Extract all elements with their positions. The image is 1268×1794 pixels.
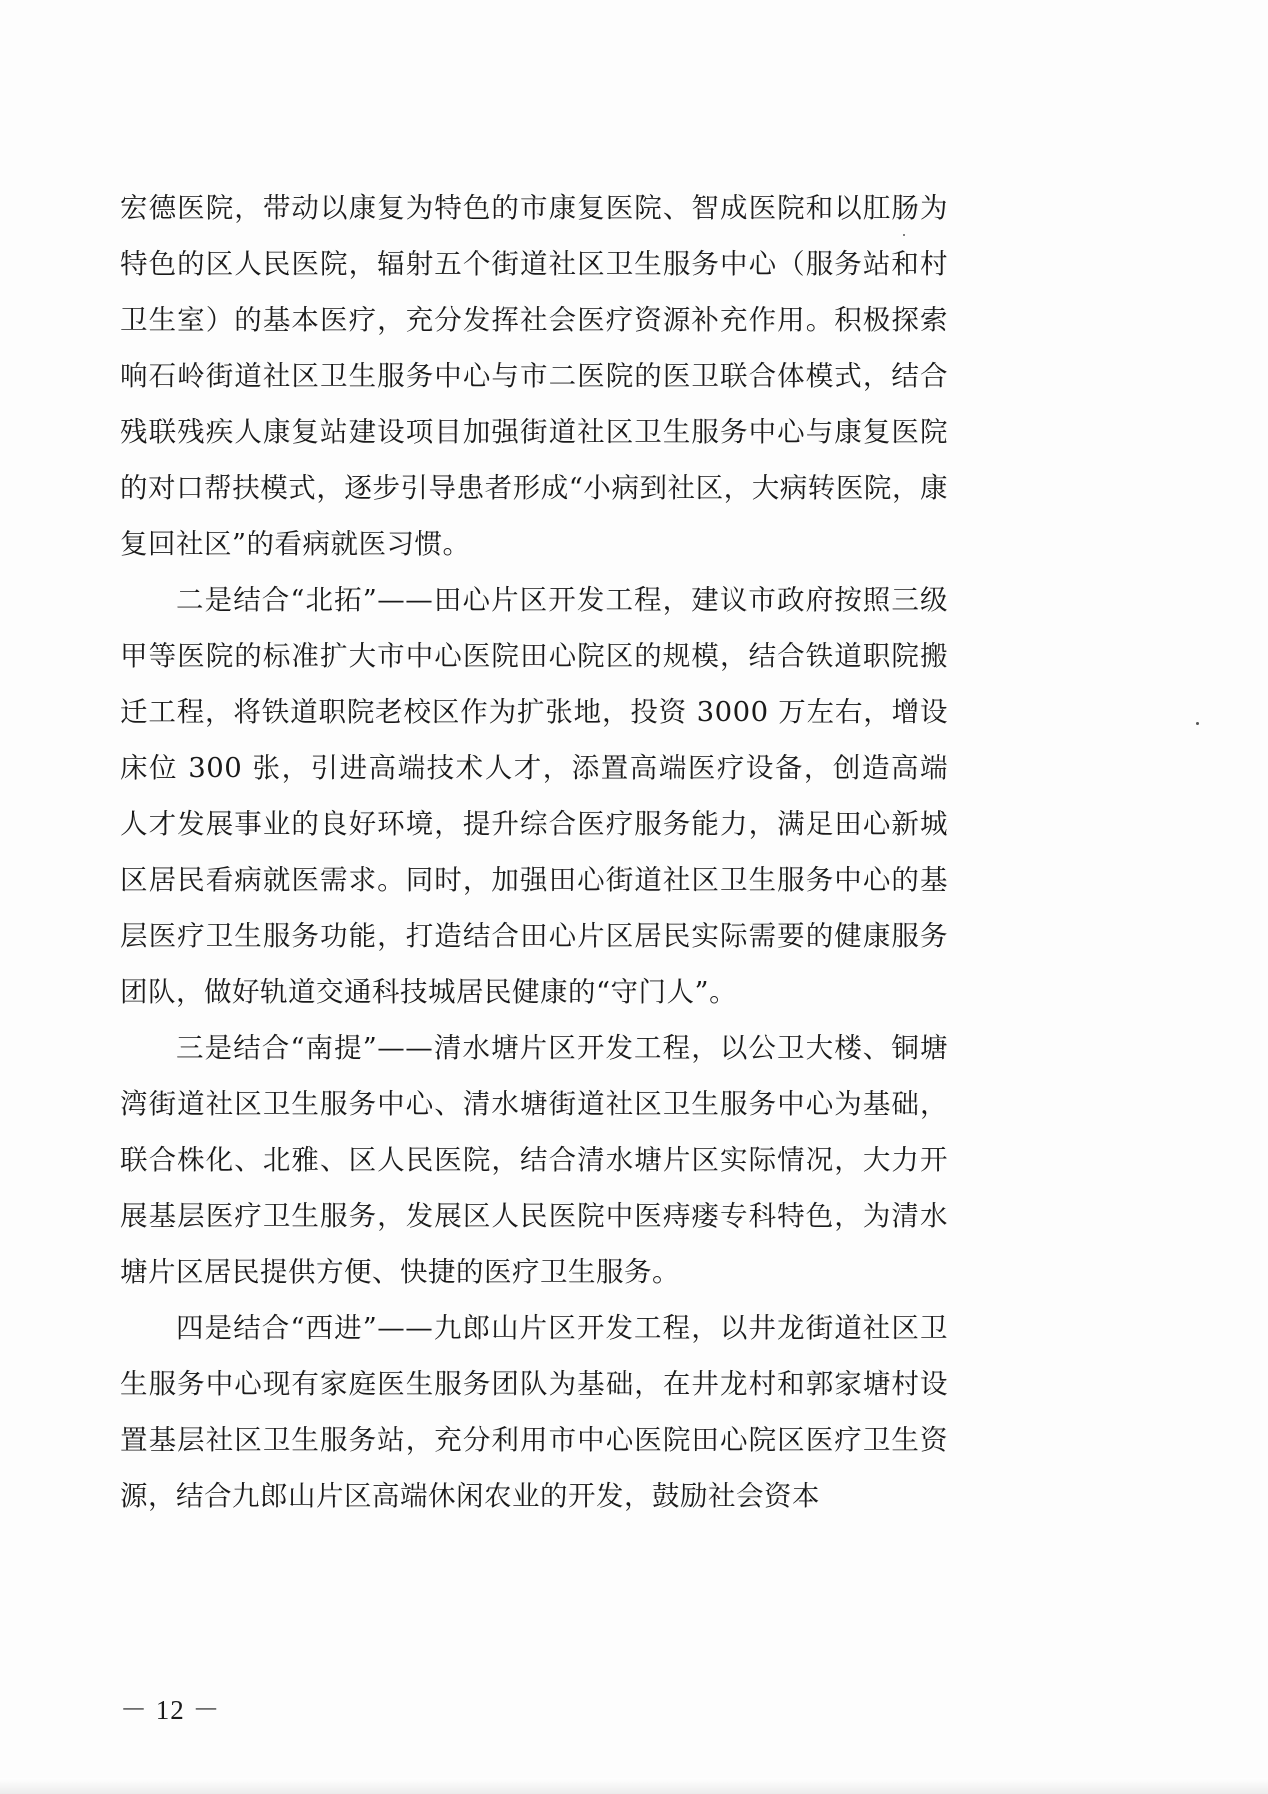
body-text [120,180,948,1524]
scan-speck-icon [1196,722,1199,725]
paragraph-continued: 宏德医院，带动以康复为特色的市康复医院、智成医院和以肛肠为特色的区人民医院，辐射五个街道社区卫生服务中心（服务站和村卫生室）的基本医疗，充分发挥社会医疗资源补充作用。积极探索响石岭街道社区卫生服务中心与市二医院的医卫联合体模式，结合残联残疾人康复站建设项目加强街道社区卫生服务中心与康复医院的对口帮扶模式，逐步引导患者形成“小病到社区，大病转医院，康复回社区”的看病就医习惯。 [120,192,948,560]
scan-speck-icon [903,234,905,236]
paragraph-south-improvement: 三是结合“南提”——清水塘片区开发工程，以公卫大楼、铜塘湾街道社区卫生服务中心、清水塘街道社区卫生服务中心为基础，联合株化、北雅、区人民医院，结合清水塘片区实际情况，大力开展基层医疗卫生服务，发展区人民医院中医痔瘘专科特色，为清水塘片区居民提供方便、快捷的医疗卫生服务。 [120,1032,948,1288]
scan-edge [0,1778,1268,1794]
paragraph-west-advance: 四是结合“西进”——九郎山片区开发工程，以井龙街道社区卫生服务中心现有家庭医生服务团队为基础，在井龙村和郭家塘村设置基层社区卫生服务站，充分利用市中心医院田心院区医疗卫生资源，结合九郎山片区高端休闲农业的开发，鼓励社会资本 [120,1312,948,1512]
paragraph-north-expansion: 二是结合“北拓”——田心片区开发工程，建议市政府按照三级甲等医院的标准扩大市中心医院田心院区的规模，结合铁道职院搬迁工程，将铁道职院老校区作为扩张地，投资 3000 万左右，增设床位 300 张，引进高端技术人才，添置高端医疗设备，创造高端人才发展事业的良好环境，提升综合医疗服务能力，满足田心新城区居民看病就医需求。同时，加强田心街道社区卫生服务中心的基层医疗卫生服务功能，打造结合田心片区居民实际需要的健康服务团队，做好轨道交通科技城居民健康的“守门人”。 [120,584,948,1008]
page-number: － 12 － [120,1695,221,1725]
